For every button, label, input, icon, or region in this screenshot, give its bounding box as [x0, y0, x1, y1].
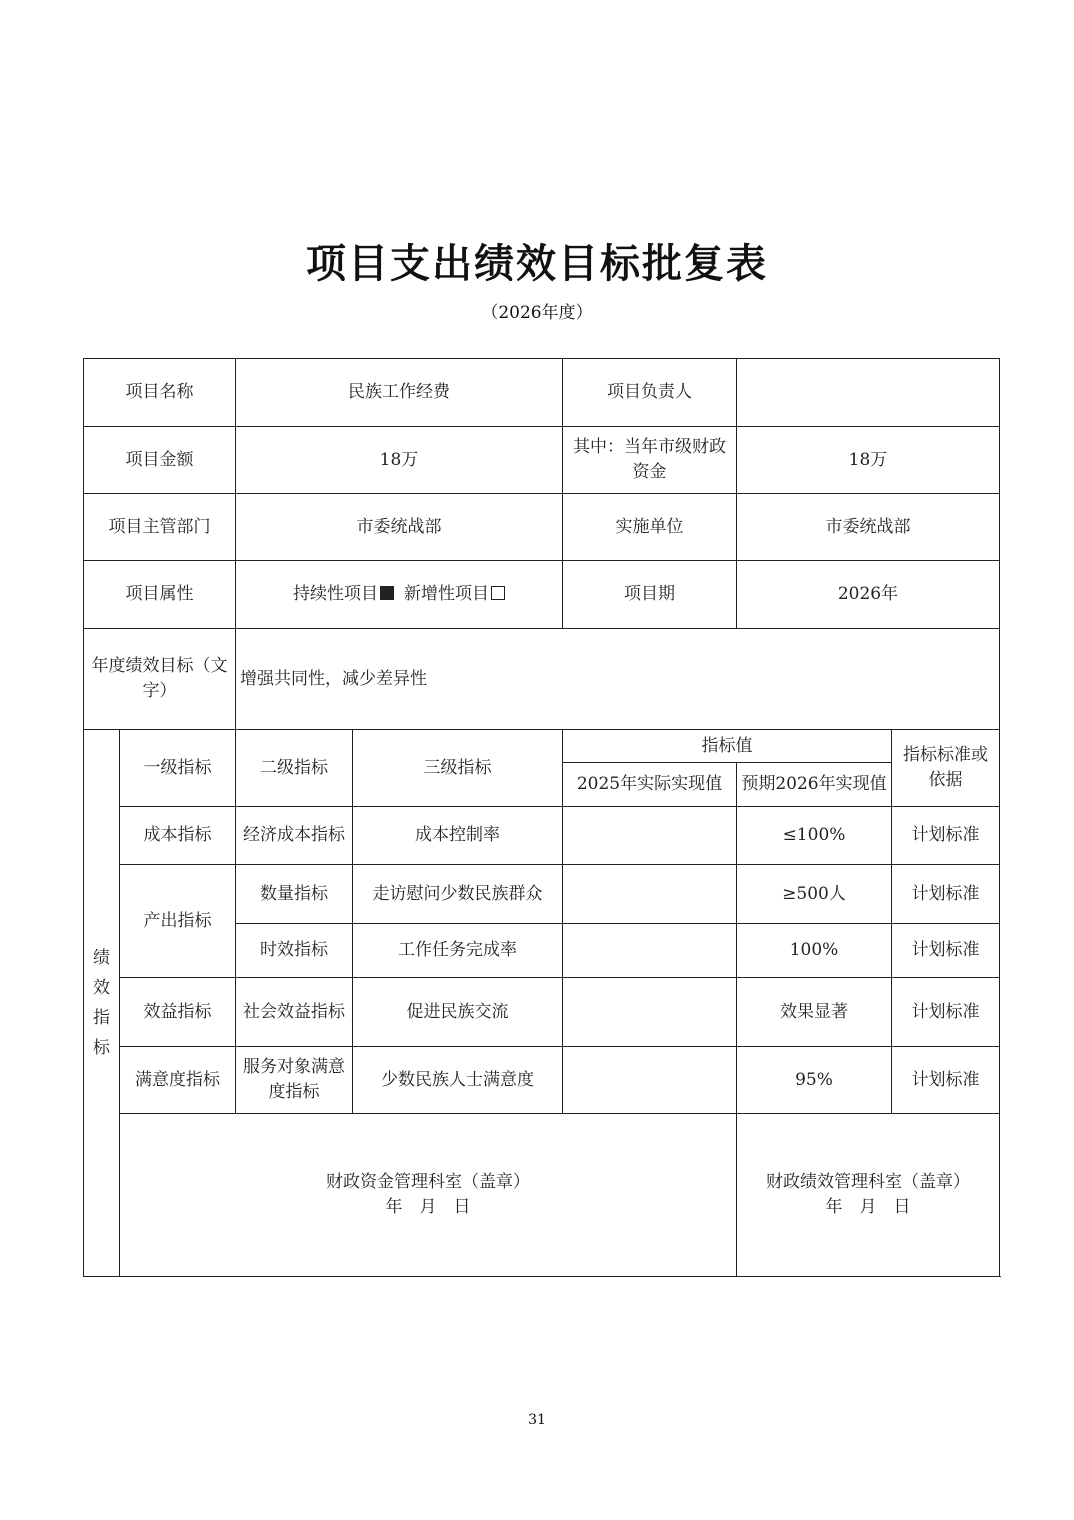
actual-cell	[563, 924, 737, 978]
section-label-performance: 绩效指标	[84, 730, 120, 1277]
label-amount: 项目金额	[84, 427, 236, 494]
page-title: 项目支出绩效目标批复表	[306, 240, 768, 287]
actual-cell	[563, 865, 737, 924]
level2-cell: 社会效益指标	[236, 978, 353, 1047]
basis-cell: 计划标准	[892, 807, 1000, 865]
value-project-name: 民族工作经费	[236, 359, 563, 427]
header-expected-2026: 预期2026年实现值	[737, 763, 892, 807]
value-leader	[737, 359, 1000, 427]
table-row	[84, 978, 1000, 1047]
signature-date-right: 年 月 日	[825, 1197, 911, 1217]
basis-cell: 计划标准	[892, 924, 1000, 978]
header-level3: 三级指标	[353, 730, 563, 807]
label-unit: 实施单位	[563, 494, 737, 561]
actual-cell	[563, 807, 737, 865]
page-number: 31	[528, 1412, 546, 1428]
actual-cell	[563, 978, 737, 1047]
basis-cell: 计划标准	[892, 865, 1000, 924]
level2-cell: 数量指标	[236, 865, 353, 924]
signature-performance	[737, 1114, 1000, 1277]
level3-cell: 少数民族人士满意度	[353, 1047, 563, 1114]
table-row	[84, 1047, 1000, 1114]
level2-cell: 时效指标	[236, 924, 353, 978]
attr-continuing-label: 持续性项目	[293, 584, 378, 604]
expected-cell: 95%	[737, 1047, 892, 1114]
level1-cell: 效益指标	[120, 978, 236, 1047]
header-level1: 一级指标	[120, 730, 236, 807]
header-basis: 指标标准或依据	[892, 730, 1000, 807]
label-attr: 项目属性	[84, 561, 236, 629]
label-city-fund: 其中：当年市级财政资金	[563, 427, 737, 494]
value-attr	[236, 561, 563, 629]
row-goal	[84, 629, 1000, 730]
signature-row	[84, 1114, 1000, 1277]
value-amount: 18万	[236, 427, 563, 494]
signature-org-left: 财政资金管理科室（盖章）	[326, 1172, 530, 1192]
value-unit: 市委统战部	[737, 494, 1000, 561]
level1-cell: 满意度指标	[120, 1047, 236, 1114]
signature-org-right: 财政绩效管理科室（盖章）	[766, 1172, 970, 1192]
attr-new-label: 新增性项目	[404, 584, 489, 604]
level3-cell: 工作任务完成率	[353, 924, 563, 978]
row-amount	[84, 427, 1000, 494]
row-attr	[84, 561, 1000, 629]
label-period: 项目期	[563, 561, 737, 629]
label-leader: 项目负责人	[563, 359, 737, 427]
row-dept	[84, 494, 1000, 561]
value-dept: 市委统战部	[236, 494, 563, 561]
level2-cell: 经济成本指标	[236, 807, 353, 865]
label-goal: 年度绩效目标（文字）	[84, 629, 236, 730]
value-goal: 增强共同性，减少差异性	[236, 629, 1000, 730]
expected-cell: 100%	[737, 924, 892, 978]
level3-cell: 促进民族交流	[353, 978, 563, 1047]
expected-cell: 效果显著	[737, 978, 892, 1047]
header-level2: 二级指标	[236, 730, 353, 807]
value-period: 2026年	[737, 561, 1000, 629]
row-project-name	[84, 359, 1000, 427]
approval-table	[83, 358, 1000, 1277]
label-dept: 项目主管部门	[84, 494, 236, 561]
level3-cell: 成本控制率	[353, 807, 563, 865]
expected-cell: ≥500人	[737, 865, 892, 924]
expected-cell: ≤100%	[737, 807, 892, 865]
indicator-header-row	[84, 730, 1000, 763]
signature-date-left: 年 月 日	[385, 1197, 471, 1217]
header-value: 指标值	[563, 730, 892, 763]
level3-cell: 走访慰问少数民族群众	[353, 865, 563, 924]
level1-cell: 成本指标	[120, 807, 236, 865]
page-subtitle: （2026年度）	[481, 303, 593, 323]
header-actual-2025: 2025年实际实现值	[563, 763, 737, 807]
level1-cell: 产出指标	[120, 865, 236, 978]
signature-finance-fund	[120, 1114, 737, 1277]
basis-cell: 计划标准	[892, 978, 1000, 1047]
basis-cell: 计划标准	[892, 1047, 1000, 1114]
table-row	[84, 807, 1000, 865]
level2-cell: 服务对象满意度指标	[236, 1047, 353, 1114]
unchecked-box-icon	[491, 586, 505, 600]
label-project-name: 项目名称	[84, 359, 236, 427]
checked-box-icon	[380, 586, 394, 600]
actual-cell	[563, 1047, 737, 1114]
value-city-fund: 18万	[737, 427, 1000, 494]
table-row	[84, 865, 1000, 924]
